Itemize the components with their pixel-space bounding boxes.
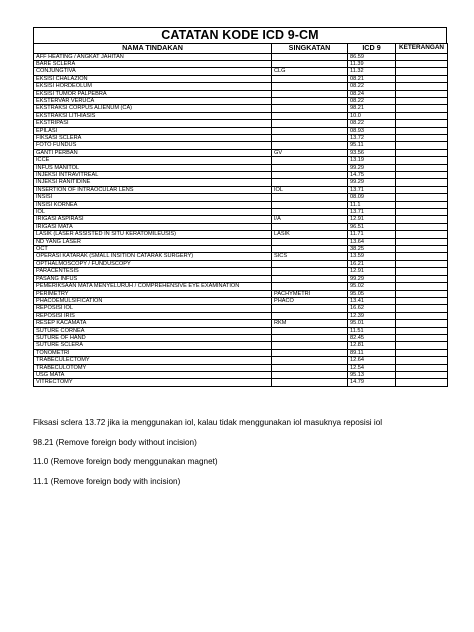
cell-nama-tindakan: TRABECULOTOMY: [34, 364, 272, 371]
cell-singkatan: [272, 349, 348, 356]
cell-icd9: 13.19: [348, 157, 396, 164]
cell-singkatan: [272, 209, 348, 216]
table-row: [34, 297, 448, 304]
cell-singkatan: [272, 60, 348, 67]
cell-icd9: 12.91: [348, 216, 396, 223]
cell-icd9: 13.71: [348, 186, 396, 193]
cell-icd9: 95.11: [348, 142, 396, 149]
table-row: [34, 142, 448, 149]
cell-icd9: 11.51: [348, 327, 396, 334]
cell-icd9: 13.72: [348, 134, 396, 141]
cell-icd9: 13.41: [348, 297, 396, 304]
cell-icd9: 08.09: [348, 194, 396, 201]
icd-table: [33, 43, 448, 387]
cell-singkatan: RKM: [272, 320, 348, 327]
table-row: [34, 186, 448, 193]
table-row: [34, 120, 448, 127]
table-row: [34, 371, 448, 378]
cell-singkatan: [272, 142, 348, 149]
cell-singkatan: [272, 238, 348, 245]
cell-keterangan: [396, 201, 448, 208]
cell-nama-tindakan: LASIK (LASER ASSISTED IN SITU KERATOMILEUSIS): [34, 231, 272, 238]
cell-keterangan: [396, 246, 448, 253]
table-row: [34, 60, 448, 67]
cell-nama-tindakan: OPTHALMOSCOPY / FUNDUSCOPY: [34, 260, 272, 267]
cell-singkatan: [272, 83, 348, 90]
cell-nama-tindakan: FOTO FUNDUS: [34, 142, 272, 149]
cell-icd9: 11.1: [348, 201, 396, 208]
cell-singkatan: [272, 275, 348, 282]
cell-nama-tindakan: INSISI KORNEA: [34, 201, 272, 208]
cell-singkatan: [272, 194, 348, 201]
table-row: [34, 268, 448, 275]
cell-nama-tindakan: EKSTRIPASI: [34, 120, 272, 127]
cell-icd9: 82.45: [348, 334, 396, 341]
table-row: [34, 209, 448, 216]
cell-singkatan: [272, 164, 348, 171]
cell-keterangan: [396, 90, 448, 97]
cell-nama-tindakan: SUTURE CORNEA: [34, 327, 272, 334]
cell-icd9: 08.21: [348, 75, 396, 82]
cell-singkatan: [272, 342, 348, 349]
cell-keterangan: [396, 179, 448, 186]
cell-keterangan: [396, 209, 448, 216]
cell-keterangan: [396, 53, 448, 60]
table-row: [34, 379, 448, 386]
table-row: [34, 238, 448, 245]
table-row: [34, 283, 448, 290]
cell-keterangan: [396, 120, 448, 127]
cell-keterangan: [396, 105, 448, 112]
cell-icd9: 13.64: [348, 238, 396, 245]
cell-nama-tindakan: INJEKSI INTRAVITREAL: [34, 172, 272, 179]
cell-nama-tindakan: PARACENTESIS: [34, 268, 272, 275]
cell-nama-tindakan: OCT: [34, 246, 272, 253]
cell-nama-tindakan: SUTURE OF HAND: [34, 334, 272, 341]
cell-icd9: 95.05: [348, 290, 396, 297]
cell-singkatan: [272, 134, 348, 141]
cell-singkatan: PACHYMETRI: [272, 290, 348, 297]
cell-keterangan: [396, 342, 448, 349]
cell-singkatan: [272, 179, 348, 186]
table-row: [34, 53, 448, 60]
cell-singkatan: GV: [272, 149, 348, 156]
cell-nama-tindakan: EKSISI TUMOR PALPEBRA: [34, 90, 272, 97]
table-row: [34, 194, 448, 201]
cell-nama-tindakan: INFUS MANITOL: [34, 164, 272, 171]
cell-icd9: 14.79: [348, 379, 396, 386]
cell-nama-tindakan: IRIGASI MATA: [34, 223, 272, 230]
cell-keterangan: [396, 97, 448, 104]
cell-keterangan: [396, 357, 448, 364]
cell-keterangan: [396, 75, 448, 82]
table-row: [34, 90, 448, 97]
cell-keterangan: [396, 305, 448, 312]
cell-nama-tindakan: EKSISI CHALAZION: [34, 75, 272, 82]
cell-nama-tindakan: PEMERIKSAAN MATA MENYELURUH / COMPREHENSIVE EYE EXAMINATION: [34, 283, 272, 290]
cell-keterangan: [396, 320, 448, 327]
cell-icd9: 12.81: [348, 342, 396, 349]
cell-nama-tindakan: USG MATA: [34, 371, 272, 378]
cell-singkatan: [272, 105, 348, 112]
cell-icd9: 10.0: [348, 112, 396, 119]
cell-nama-tindakan: RESEP KACAMATA: [34, 320, 272, 327]
table-row: [34, 260, 448, 267]
cell-singkatan: [272, 246, 348, 253]
cell-keterangan: [396, 216, 448, 223]
table-row: [34, 275, 448, 282]
cell-keterangan: [396, 194, 448, 201]
table-row: [34, 105, 448, 112]
table-row: [34, 97, 448, 104]
cell-keterangan: [396, 112, 448, 119]
cell-nama-tindakan: INJEKSI RANITIDINE: [34, 179, 272, 186]
cell-keterangan: [396, 68, 448, 75]
cell-singkatan: [272, 120, 348, 127]
cell-singkatan: [272, 371, 348, 378]
cell-nama-tindakan: EKSISI HORDEOLUM: [34, 83, 272, 90]
table-row: [34, 312, 448, 319]
cell-keterangan: [396, 149, 448, 156]
cell-singkatan: [272, 127, 348, 134]
cell-keterangan: [396, 334, 448, 341]
note-line: 11.0 (Remove foreign body menggunakan magnet): [33, 457, 218, 467]
cell-singkatan: [272, 112, 348, 119]
table-row: [34, 231, 448, 238]
cell-keterangan: [396, 283, 448, 290]
table-row: [34, 164, 448, 171]
cell-nama-tindakan: EKSTRAKSI LITHIASIS: [34, 112, 272, 119]
cell-icd9: 99.29: [348, 179, 396, 186]
cell-keterangan: [396, 172, 448, 179]
table-row: [34, 320, 448, 327]
cell-icd9: 12.64: [348, 357, 396, 364]
header-icd9: ICD 9: [348, 44, 396, 54]
cell-keterangan: [396, 379, 448, 386]
cell-keterangan: [396, 238, 448, 245]
cell-keterangan: [396, 364, 448, 371]
note-line: 98.21 (Remove foreign body without incision): [33, 437, 197, 447]
cell-singkatan: [272, 157, 348, 164]
table-row: [34, 223, 448, 230]
cell-nama-tindakan: OPERASI KATARAK (SMALL INSITION CATARAK SURGERY): [34, 253, 272, 260]
table-row: [34, 201, 448, 208]
cell-icd9: 11.71: [348, 231, 396, 238]
cell-nama-tindakan: INSERTION OF INTRAOCULAR LENS: [34, 186, 272, 193]
cell-singkatan: PHACO: [272, 297, 348, 304]
table-header-row: [34, 44, 448, 54]
cell-keterangan: [396, 290, 448, 297]
cell-keterangan: [396, 268, 448, 275]
cell-keterangan: [396, 223, 448, 230]
cell-nama-tindakan: REPOSISI IRIS: [34, 312, 272, 319]
cell-singkatan: [272, 327, 348, 334]
cell-keterangan: [396, 60, 448, 67]
cell-nama-tindakan: EKSTRAKSI CORPUS ALIENUM (CA): [34, 105, 272, 112]
cell-singkatan: [272, 97, 348, 104]
table-row: [34, 134, 448, 141]
cell-singkatan: [272, 268, 348, 275]
cell-nama-tindakan: BARE SCLERA: [34, 60, 272, 67]
cell-nama-tindakan: SUTURE SCLERA: [34, 342, 272, 349]
cell-nama-tindakan: EKSTERVAR VERUCA: [34, 97, 272, 104]
cell-keterangan: [396, 231, 448, 238]
cell-nama-tindakan: CONJUNGTIVA: [34, 68, 272, 75]
cell-singkatan: [272, 312, 348, 319]
table-body: [34, 53, 448, 386]
cell-icd9: 13.59: [348, 253, 396, 260]
cell-singkatan: [272, 357, 348, 364]
cell-icd9: 08.22: [348, 120, 396, 127]
cell-singkatan: I/A: [272, 216, 348, 223]
cell-icd9: 95.13: [348, 371, 396, 378]
cell-singkatan: [272, 53, 348, 60]
table-row: [34, 172, 448, 179]
cell-icd9: 96.51: [348, 223, 396, 230]
cell-singkatan: [272, 90, 348, 97]
table-row: [34, 112, 448, 119]
cell-singkatan: [272, 283, 348, 290]
cell-keterangan: [396, 260, 448, 267]
cell-singkatan: [272, 260, 348, 267]
cell-keterangan: [396, 134, 448, 141]
cell-keterangan: [396, 371, 448, 378]
cell-icd9: 08.24: [348, 90, 396, 97]
cell-keterangan: [396, 327, 448, 334]
cell-singkatan: [272, 75, 348, 82]
cell-singkatan: [272, 334, 348, 341]
note-line: 11.1 (Remove foreign body with incision): [33, 476, 181, 486]
cell-icd9: 12.39: [348, 312, 396, 319]
table-row: [34, 290, 448, 297]
table-row: [34, 364, 448, 371]
cell-keterangan: [396, 253, 448, 260]
cell-nama-tindakan: AFF HEATING / ANGKAT JAHITAN: [34, 53, 272, 60]
cell-keterangan: [396, 142, 448, 149]
table-row: [34, 75, 448, 82]
table-row: [34, 216, 448, 223]
cell-nama-tindakan: IOL: [34, 209, 272, 216]
cell-nama-tindakan: FIKSASI SCLERA: [34, 134, 272, 141]
cell-icd9: 93.56: [348, 149, 396, 156]
cell-nama-tindakan: INSISI: [34, 194, 272, 201]
cell-singkatan: CLG: [272, 68, 348, 75]
cell-keterangan: [396, 275, 448, 282]
cell-keterangan: [396, 186, 448, 193]
cell-nama-tindakan: PHACOEMULSIFICATION: [34, 297, 272, 304]
table-row: [34, 157, 448, 164]
cell-icd9: 12.54: [348, 364, 396, 371]
cell-nama-tindakan: TRABECULECTOMY: [34, 357, 272, 364]
cell-icd9: 99.29: [348, 275, 396, 282]
cell-icd9: 11.32: [348, 68, 396, 75]
note-line: Fiksasi sclera 13.72 jika ia menggunakan iol, kalau tidak menggunakan iol masuknya reposisi iol: [33, 418, 383, 427]
cell-keterangan: [396, 164, 448, 171]
table-row: [34, 83, 448, 90]
header-nama-tindakan: NAMA TINDAKAN: [34, 44, 272, 54]
table-row: [34, 342, 448, 349]
cell-icd9: 98.21: [348, 105, 396, 112]
cell-singkatan: [272, 364, 348, 371]
cell-singkatan: [272, 379, 348, 386]
cell-icd9: 16.21: [348, 260, 396, 267]
cell-nama-tindakan: REPOSISI IOL: [34, 305, 272, 312]
cell-icd9: 12.91: [348, 268, 396, 275]
cell-icd9: 11.39: [348, 60, 396, 67]
table-row: [34, 127, 448, 134]
table-row: [34, 179, 448, 186]
table-row: [34, 357, 448, 364]
table-row: [34, 68, 448, 75]
cell-keterangan: [396, 157, 448, 164]
cell-nama-tindakan: GANTI PERBAN: [34, 149, 272, 156]
table-row: [34, 253, 448, 260]
cell-nama-tindakan: VITRECTOMY: [34, 379, 272, 386]
cell-icd9: 95.02: [348, 283, 396, 290]
cell-nama-tindakan: EPILASI: [34, 127, 272, 134]
cell-icd9: 08.22: [348, 83, 396, 90]
table-row: [34, 149, 448, 156]
cell-keterangan: [396, 127, 448, 134]
sheet-title: CATATAN KODE ICD 9-CM: [33, 27, 447, 43]
cell-icd9: 95.01: [348, 320, 396, 327]
cell-keterangan: [396, 349, 448, 356]
cell-keterangan: [396, 297, 448, 304]
cell-nama-tindakan: ND YANG LASER: [34, 238, 272, 245]
header-keterangan: KETERANGAN: [396, 44, 448, 54]
cell-icd9: 08.22: [348, 97, 396, 104]
icd-code-sheet: [33, 27, 447, 387]
cell-icd9: 16.62: [348, 305, 396, 312]
cell-icd9: 89.11: [348, 349, 396, 356]
cell-nama-tindakan: TONOMETRI: [34, 349, 272, 356]
cell-nama-tindakan: ICCE: [34, 157, 272, 164]
cell-icd9: 13.71: [348, 209, 396, 216]
table-row: [34, 305, 448, 312]
cell-nama-tindakan: PERIMETRY: [34, 290, 272, 297]
cell-icd9: 86.59: [348, 53, 396, 60]
cell-icd9: 14.75: [348, 172, 396, 179]
cell-singkatan: [272, 201, 348, 208]
cell-singkatan: [272, 305, 348, 312]
cell-icd9: 38.25: [348, 246, 396, 253]
table-row: [34, 334, 448, 341]
cell-nama-tindakan: PASANG INFUS: [34, 275, 272, 282]
cell-keterangan: [396, 83, 448, 90]
cell-singkatan: [272, 172, 348, 179]
cell-nama-tindakan: IRIGASI ASPIRASI: [34, 216, 272, 223]
cell-icd9: 99.29: [348, 164, 396, 171]
cell-icd9: 08.93: [348, 127, 396, 134]
table-row: [34, 246, 448, 253]
cell-keterangan: [396, 312, 448, 319]
cell-singkatan: LASIK: [272, 231, 348, 238]
cell-singkatan: IOL: [272, 186, 348, 193]
table-row: [34, 327, 448, 334]
notes-section: [33, 419, 463, 497]
cell-singkatan: SICS: [272, 253, 348, 260]
table-row: [34, 349, 448, 356]
header-singkatan: SINGKATAN: [272, 44, 348, 54]
cell-singkatan: [272, 223, 348, 230]
